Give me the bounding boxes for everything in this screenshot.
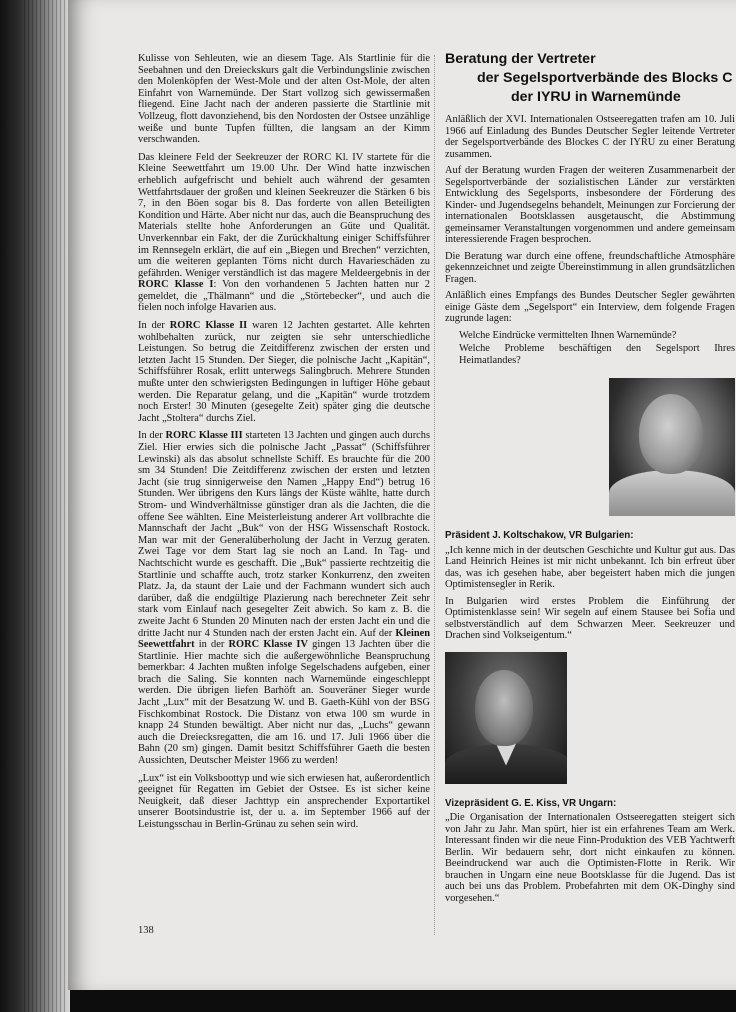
paragraph: In der RORC Klasse III starteten 13 Jachten und gingen auch durchs Ziel. Hier erwies sich die polnische Jacht „Passat“ (Schiffsführer Lewinski) als das absolut schnellste Schiff. Es brauchte für die 200 sm 34 Stunden! Die Zeitdifferenz zwischen der ersten und letzten Jacht (sie trug sinnigerweise den Namen „Happy End“) betrug 16 Stunden. Wer übrigens den Kurs längs der Küste wählte, hatte durch Strom- und Windverhältnisse günstiger dran als die Jachten, die die offene See wählten. Eine Meisterleistung anderer Art vollbrachte die Mannschaft der Jacht „Buk“ von der HSG Wissenschaft Rostock. Man war mit der Generalüberholung der Jacht in Verzug geraten. Zwei Tage vor dem Start lag sie noch an Land. In Tag- und Nachtschicht wurde es geschafft. Die „Buk“ passierte rechtzeitig die Startlinie und schaffte auch, trotz starker Konkurrenz, den zweiten Platz. Ja, da staunt der Laie und der Fachmann wundert sich auch darüber, daß die endgültige Plazierung nach berechneter Zeit sehr stark vom Einlauf nach gesegelter Zeit abwich. So kam z. B. die zweite Jacht 6 Stunden 20 Minuten nach der ersten Jacht ein und die dritte Jacht nur 4 Stunden nach der ersten Jacht ein. Auf der Kleinen Seewettfahrt in der RORC Klasse IV gingen 13 Jachten über die Startlinie. Hier machte sich die außergewöhnliche Beanspruchung bemerkbar: 4 Jachten mußten infolge Segelschadens aufgeben, einer brach die Saling. Sie konnten nach Warnemünde eingeschleppt werden. Die übrigen liefen Barhöft an. Souveräner Sieger wurde Jacht „Lux“ mit der Besatzung W. und B. Gaeth-Kühl von der BSG Fischkombinat Rostock. Die Distanz von etwa 100 sm wurde in knapp 24 Stunden bewältigt. Aber nicht nur das, „Luchs“ gewann auch die Dreiecksregatten, die am 16. und 17. Juli 1966 über die Bahn (20 sm) gingen. Damit besitzt Schiffsführer Gaeth die besten Aussichten, Deutscher Meister 1966 zu werden! xyxy=(138,430,431,767)
right-column xyxy=(445,50,735,909)
left-column xyxy=(138,53,430,837)
portrait-photo-koltschakow xyxy=(609,378,735,516)
paragraph: Die Beratung war durch eine offene, freundschaftliche Atmosphäre gekennzeichnet und zeigte Übereinstimmung in allen grundsätzlichen Fragen. xyxy=(445,250,735,285)
portrait-photo-kiss xyxy=(445,652,567,784)
photo-shirt xyxy=(609,470,735,516)
headline-line: der IYRU in Warnemünde xyxy=(511,89,681,105)
photo-face xyxy=(639,394,703,474)
column-divider xyxy=(434,55,435,935)
paragraph: „Ich kenne mich in der deutschen Geschichte und Kultur gut aus. Das Land Heinrich Heines ist mir nicht unbekannt. Ich bin erfreut über das, was ich gesehen habe, aber begeistert haben mich die jungen Optimistensegler in Rerik. xyxy=(445,544,735,590)
paragraph: Kulisse von Sehleuten, wie an diesem Tage. Als Startlinie für die Seebahnen und den Dreieckskurs galt die Verbindungslinie zwischen den Molenköpfen der West-Mole und der alten Ost-Mole, der alten Einfahrt von Warnemünde. Der Start vollzog sich gewissermaßen fliegend. Eine Jacht nach der anderen passierte die Startlinie mit Vollzeug, flott davonziehend, bis den Nordosten der Ostsee unzählige weiße und bunte Tupfen füllten, die langsam an der Kimm verschwanden. xyxy=(138,53,430,146)
paragraph: Auf der Beratung wurden Fragen der weiteren Zusammenarbeit der Segelsportverbände der sozialistischen Länder zur verstärkten Entwicklung des Segelsports, insbesondere der Förderung des Kinder- und Jugendsegelns behandelt, Meinungen zur Forcierung der internationalen Bootsklassen ausgetauscht, die Abstimmung gemeinsamer Veranstaltungen vorgenommen und andere gemeinsam interessierende Fragen besprochen. xyxy=(445,165,735,245)
photo-face xyxy=(475,670,533,746)
paragraph: Das kleinere Feld der Seekreuzer der RORC Kl. IV startete für die Kleine Seewettfahrt um 19.00 Uhr. Der Wind hatte inzwischen erheblich aufgefrischt und behielt auch während der gesamten Wettfahrtsdauer der großen und kleinen Seekreuzer die Stärken 6 bis 7, in den Böen sogar bis 8. Das forderte von allen Beteiligten Kondition und Härte. Aber nicht nur das, auch die Beanspruchung des Materials stellte hohe Anforderungen an Güte und Qualität. Unverkennbar ein Fakt, der die Zurückhaltung einiger Schiffsführer im Rennsegeln erklärt, die auf ein „Biegen und Brechen“ verzichten, um die weiteren geplanten Törns nicht durch Havarieschäden zu gefährden. Weniger verständlich ist das magere Meldeergebnis in der RORC Klasse I: Von den vorhandenen 5 Jachten hatten nur 2 gemeldet, die „Thälmann“ und die „Störtebecker“, und auch die fielen noch infolge Havarien aus. xyxy=(138,151,430,314)
headline-line: der Segelsportverbände des Blocks C xyxy=(477,70,733,86)
interview-question: Welche Probleme beschäftigen den Segelsport Ihres Heimatlandes? xyxy=(459,343,735,366)
paragraph: Anläßlich der XVI. Internationalen Ostseeregatten trafen am 10. Juli 1966 auf Einladung des Bundes Deutscher Segler leitende Vertreter der Segelsportverbände des Blockes C der IYRU zu einer Beratung zusammen. xyxy=(445,114,735,160)
paragraph: „Lux“ ist ein Volksboottyp und wie sich erwiesen hat, außerordentlich geeignet für Regatten im Gebiet der Ostsee. Es ist sicher keine Neuigkeit, daß dieser Jachttyp ein ansprechender Exportartikel unserer Bootsindustrie ist, der u. a. im September 1966 auf der Leistungsschau in Berlin-Grünau zu sehen sein wird. xyxy=(138,772,430,830)
interviewee-caption: Präsident J. Koltschakow, VR Bulgarien: xyxy=(445,530,634,541)
interviewee-caption: Vizepräsident G. E. Kiss, VR Ungarn: xyxy=(445,797,617,809)
article-headline xyxy=(445,50,735,107)
paragraph: „Die Organisation der Internationalen Ostseeregatten steigert sich von Jahr zu Jahr. Man spürt, hier ist ein erfahrenes Team am Werk. Interessant finden wir die neue Finn-Produktion des VEB Yachtwerft Berlin. Wir bedauern sehr, dort nicht einkaufen zu können. Beeindruckend war auch die Optimisten-Flotte in Rerik. Wir brauchen in Ungarn eine neue Bootsklasse für die Jugend. Das ist auch bei uns das Problem. Probefahrten mit dem OK-Dinghy sind vorgesehen.“ xyxy=(445,812,735,904)
page-number: 138 xyxy=(138,925,154,936)
headline-line: Beratung der Vertreter xyxy=(445,51,596,67)
interview-question: Welche Eindrücke vermittelten Ihnen Warnemünde? xyxy=(459,329,677,341)
page-stack xyxy=(24,0,68,1012)
paragraph: In der RORC Klasse II waren 12 Jachten gestartet. Alle kehrten wohlbehalten zurück, nur zeigten sie sehr unterschiedliche Leistungen. So betrug die Zeitdifferenz zwischen der ersten und letzten Jacht 15 Stunden. Der Sieger, die polnische Jacht „Kapitän“, Schiffsführer Rosak, erlitt unterwegs Salingbruch. Mehrere Stunden mußte unter den schwierigsten Bedingungen in luftiger Höhe gebaut werden. Die Reparatur gelang, und die „Kapitän“ wurde trotzdem noch Erster! 30 Minuten (gesegelte Zeit) später ging die deutsche Jacht „Stoltera“ durchs Ziel. xyxy=(138,320,430,424)
paragraph: In Bulgarien wird erstes Problem die Einführung der Optimistenklasse sein! Wir segeln auf einem Stausee bei Sofia und selbstverständlich auf dem Schwarzen Meer. Seekreuzer und Drachen sind Volkseigentum.“ xyxy=(445,595,735,641)
magazine-page xyxy=(68,0,736,990)
paragraph: Anläßlich eines Empfangs des Bundes Deutscher Segler gewährten einige Gäste dem „Segelsport“ ein Interview, dem folgende Fragen zugrunde lagen: xyxy=(445,290,735,324)
